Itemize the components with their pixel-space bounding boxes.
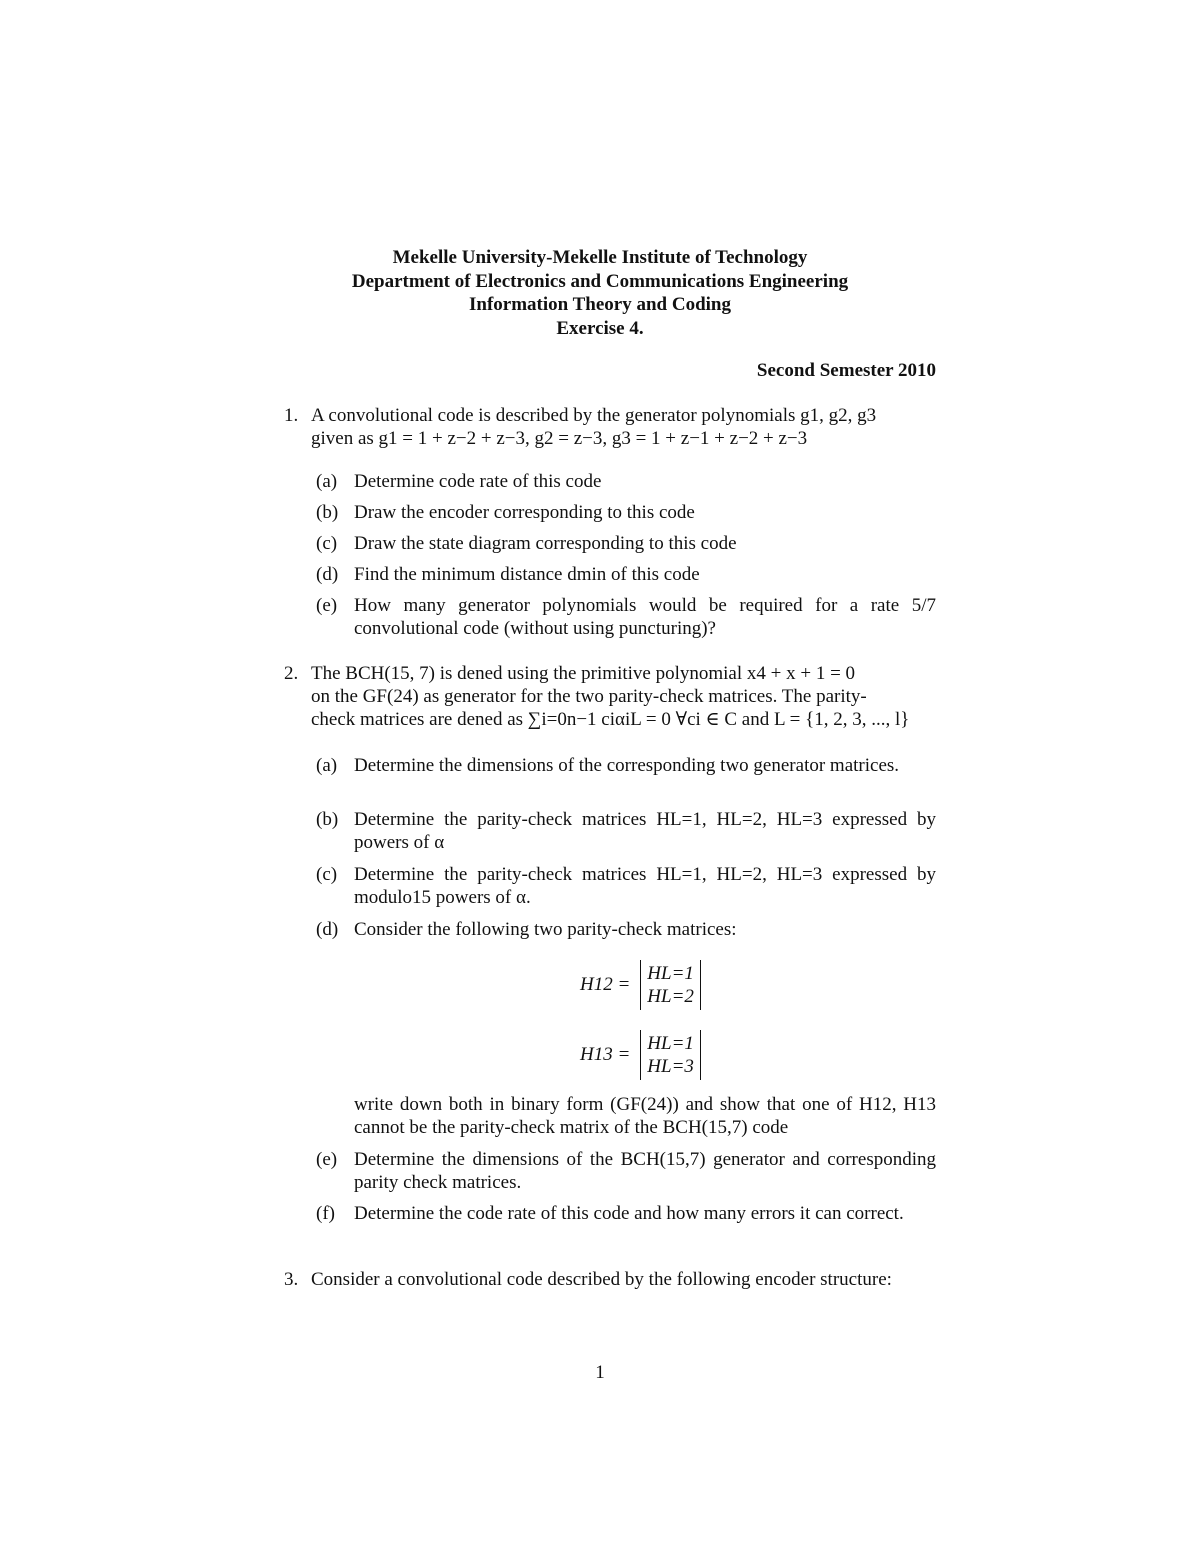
part-text: Determine the dimensions of the corresponding two generator matrices.	[354, 755, 900, 776]
part-label: (b)	[316, 809, 339, 830]
part-text: Determine code rate of this code	[354, 471, 602, 492]
document-header	[0, 246, 1200, 340]
question-2	[284, 662, 936, 731]
equation-h13	[580, 1030, 701, 1080]
question-1-line-2: given as g1 = 1 + z−2 + z−3, g2 = z−3, g3 = 1 + z−1 + z−2 + z−3	[311, 428, 808, 449]
part-text: Determine the dimensions of the BCH(15,7) generator and corresponding parity check matrices.	[354, 1149, 936, 1193]
question-2-part-e	[316, 1148, 936, 1194]
part-text: Determine the parity-check matrices HL=1, HL=2, HL=3 expressed by modulo15 powers of α.	[354, 864, 936, 908]
semester-label: Second Semester 2010	[756, 360, 936, 381]
part-label: (a)	[316, 755, 338, 776]
question-number: 3.	[284, 1269, 299, 1290]
department-name: Department of Electronics and Communications Engineering	[351, 270, 849, 292]
question-1	[284, 404, 936, 450]
question-2-part-b	[316, 808, 936, 854]
part-text: Consider the following two parity-check matrices:	[354, 919, 737, 940]
part-label: (c)	[316, 533, 338, 554]
question-2-line-3: check matrices are dened as ∑i=0n−1 ciαiL = 0 ∀ci ∈ C and L = {1, 2, 3, ..., l}	[311, 709, 910, 730]
question-3	[284, 1268, 936, 1291]
page-number: 1	[595, 1362, 605, 1383]
question-1-part-e	[316, 594, 936, 640]
university-name: Mekelle University-Mekelle Institute of Technology	[392, 247, 808, 268]
question-2-line-1: The BCH(15, 7) is dened using the primitive polynomial x4 + x + 1 = 0	[311, 663, 856, 684]
part-label: (c)	[316, 864, 338, 885]
part-text: How many generator polynomials would be required for a rate 5/7 convolutional code (without using puncturing)?	[354, 595, 936, 639]
part-text: Find the minimum distance dmin of this code	[354, 564, 700, 585]
equation-lhs: H13 =	[580, 1044, 631, 1065]
question-1-part-c	[316, 532, 936, 555]
part-label: (b)	[316, 502, 339, 523]
question-1-part-b	[316, 501, 936, 524]
question-2-line-2: on the GF(24) as generator for the two parity-check matrices. The parity-	[311, 686, 867, 707]
matrix-entry: HL=1	[647, 963, 694, 984]
question-number: 2.	[284, 663, 299, 684]
course-title: Information Theory and Coding	[468, 294, 731, 315]
part-text: Determine the code rate of this code and how many errors it can correct.	[354, 1203, 904, 1224]
equation-h12	[580, 960, 701, 1010]
question-2-part-a	[316, 754, 936, 777]
part-label: (f)	[316, 1203, 335, 1224]
equation-lhs: H12 =	[580, 974, 631, 995]
part-label: (e)	[316, 1149, 338, 1170]
part-label: (a)	[316, 471, 338, 492]
part-label: (e)	[316, 595, 338, 616]
matrix-bracket	[640, 1030, 701, 1080]
matrix-bracket	[640, 960, 701, 1010]
exercise-title: Exercise 4.	[556, 317, 644, 339]
question-2-part-c	[316, 863, 936, 909]
part-text: write down both in binary form (GF(24)) and show that one of H12, H13 cannot be the parity-check matrix of the BCH(15,7) code	[354, 1094, 936, 1138]
part-text: Draw the encoder corresponding to this code	[354, 502, 695, 523]
question-1-line-1: A convolutional code is described by the generator polynomials g1, g2, g3	[311, 405, 877, 426]
matrix-entry: HL=1	[647, 1033, 694, 1054]
question-1-part-a	[316, 470, 936, 493]
question-number: 1.	[284, 405, 299, 426]
question-1-part-d	[316, 563, 936, 586]
question-2-part-d	[316, 918, 936, 941]
matrix-entry: HL=2	[647, 986, 694, 1007]
part-text: Draw the state diagram corresponding to this code	[354, 533, 737, 554]
question-2-part-d-followup	[316, 1093, 936, 1139]
part-label: (d)	[316, 564, 339, 585]
matrix-entry: HL=3	[647, 1056, 694, 1077]
part-label: (d)	[316, 919, 339, 940]
part-text: Determine the parity-check matrices HL=1, HL=2, HL=3 expressed by powers of α	[354, 809, 936, 853]
question-2-part-f	[316, 1202, 936, 1225]
question-3-text: Consider a convolutional code described by the following encoder structure:	[311, 1269, 892, 1290]
